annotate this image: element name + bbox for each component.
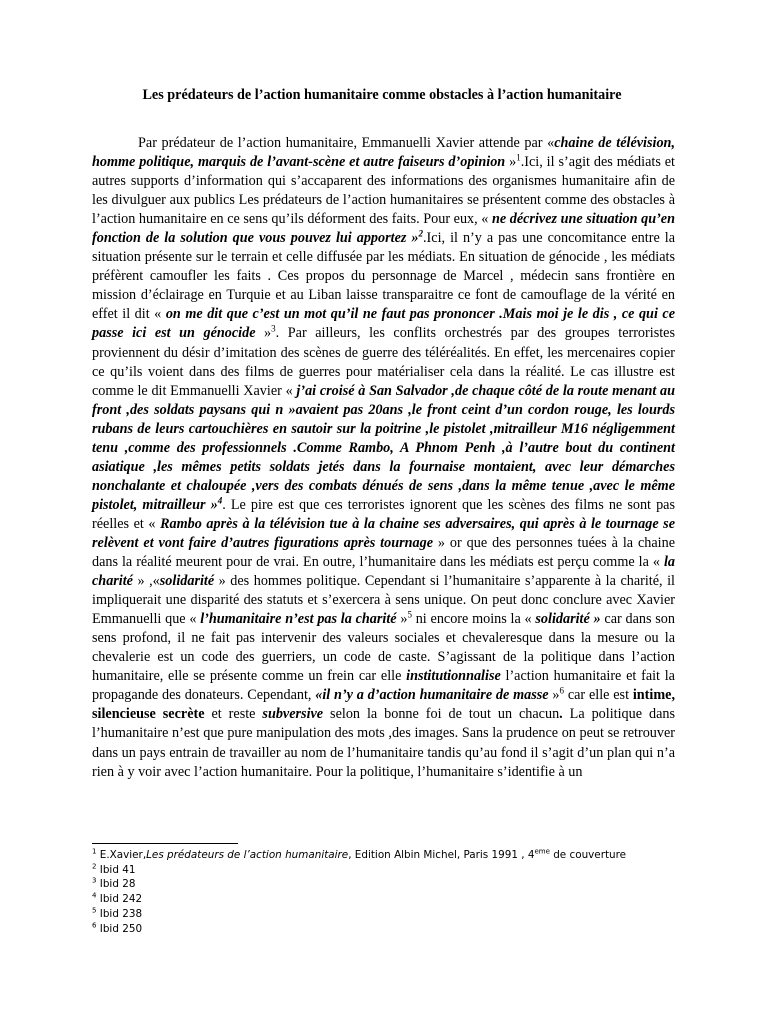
footnote-item [92,907,675,922]
footnote-item [92,863,675,878]
footnote-text: Ibid 41 [96,863,136,876]
footnote-text: Ibid 250 [96,922,143,935]
body-text-segment: car dans son sens profond, il ne fait pas intervenir des valeurs sociales et chevaleresque dans la mesure ou la chevalerie est un code des guerriers, un code de caste. S’agissant de la politique dans l’action humanitaire, elle se présente comme un frein car elle [92,611,675,685]
body-text-segment: ne décrivez une situation qu’en fonction de la solution que vous pouvez lui apportez » [92,211,675,247]
body-text-segment: selon la bonne foi de tout un chacun [323,706,560,723]
body-text-segment: ni encore moins la « [411,611,536,628]
footnote-number: 4 [92,891,97,900]
body-text-segment: . Le pire est que ces terroristes ignorent que les scènes des films ne sont pas réelles et « [92,496,675,532]
body-text-segment: La politique dans l’humanitaire n’est que pure manipulation des mots ,des images. Sans la prudence on peut se retrouver dans un pays entrain de travailler au nom de l’humanitaire tandis qu’au fond il s’agit d’un plan qui n’a rien à y voir avec l’action humanitaire. Pour la politique, l’humanitaire s’identifie à un [92,706,675,780]
footnote-number: 3 [92,876,97,885]
body-text-segment: » or que des personnes tuées à la chaine dans la réalité meurent pour de vrai. En outre, l’humanitaire dans les médiats est perçu comme la « [92,534,675,571]
footnote-text: Ibid 238 [96,907,143,920]
footnote-number: 1 [92,847,97,856]
body-text-segment: » [548,687,560,704]
footnotes [92,848,675,936]
body-text-segment: j’ai croisé à San Salvador ,de chaque côté de la route menant au front ,des soldats paysans qui n »avaient pas 20ans ,le front ceint d’un cordon rouge, les lourds rubans de leurs cartouchières en sautoir sur la poitrine ,le pistolet ,mitrailleur M16 négligemment tenu ,comme des professionnels .Comme Rambo, A Phnom Penh ,à l’autre bout du continent asiatique ,les mêmes petits soldats jetés dans la fournaise montaient, avec leur démarches nonchalante et chaloupée ,vers des combats dénués de sens ,dans la même tenue ,avec le même pistolet, mitrailleur » [92,382,675,513]
footnote-item [92,922,675,937]
body-text-segment: on me dit que c’est un mot qu’il ne faut pas prononcer .Mais moi je le dis , ce qui ce passe ici est un génocide [92,306,676,342]
footnote-item [92,877,675,892]
body-text-segment: et reste [204,706,263,723]
footnote-ref: 3 [271,323,276,334]
footnote-item [92,848,675,863]
footnote-text: , Edition Albin Michel, Paris 1991 , 4 [348,849,535,861]
footnote-text: Ibid 242 [96,893,143,906]
document-title: Les prédateurs de l’action humanitaire comme obstacles à l’action humanitaire [142,87,622,103]
body-text-segment: Par prédateur de l’action humanitaire, Emmanuelli Xavier attende par « [138,135,555,151]
footnote-item [92,892,675,907]
body-text-segment: . Par ailleurs, les conflits orchestrés par des groupes terroristes proviennent du désir d’imitation des scènes de guerre des téléréalités. En effet, les mercenaires copier ce qu’ils voient dans des films de guerres pour matérialiser cela dans la réalité. Le cas illustre est comme le dit Emmanuelli Xavier « [92,325,675,399]
body-text-segment: » [396,611,408,628]
body-text-segment: la charité [92,554,675,590]
body-text-segment: . [559,706,563,723]
body-text-segment: » [505,154,517,171]
footnote-text: E.Xavier, [96,849,147,861]
footnote-ref: 1 [516,152,521,163]
footnote-number: 2 [92,862,97,871]
body-text-segment: subversive [262,706,324,723]
body-text-segment: solidarité » [535,611,601,628]
footnote-separator [92,843,238,844]
body-text-segment: «il n’y a d’action humanitaire de masse [315,687,549,704]
footnote-number: eme [534,847,550,856]
body-text-segment: l’humanitaire n’est pas la charité [200,611,397,628]
footnote-text: Les prédateurs de l’action humanitaire [146,849,349,861]
body-text-segment: intime, silencieuse secrète [92,687,675,723]
body-text-segment: .Ici, il s’agit des médiats et autres supports d’information qui s’accaparent des informations des organismes humanitaire afin de les divulguer aux publics Les prédateurs de l’action humanitaires se présentent comme des obstacles à l’action humanitaire en ce sens qu’ils déforment des faits. Pour eux, « [92,154,675,228]
footnote-text: de couverture [549,849,627,861]
footnote-ref: 4 [217,495,223,506]
footnote-number: 5 [92,906,97,915]
body-text-segment: car elle est [564,687,633,704]
body-text-segment: Rambo après à la télévision tue à la chaine ses adversaires, qui après à le tournage se relèvent et vont faire d’autres figurations après tournage [92,515,676,551]
footnote-ref: 5 [407,609,412,620]
body-text-segment: » [255,325,272,342]
footnote-text: Ibid 28 [96,878,136,891]
body-text-segment: solidarité [159,573,215,590]
body-text-segment: l’action humanitaire et fait la propagande des donateurs. Cependant, [92,668,675,704]
footnote-ref: 6 [559,685,565,696]
body-text-segment: » des hommes politique. Cependant si l’humanitaire s’apparente à la charité, il impliquerait une disparité des statuts et s’exercera à sens unique. On peut donc conclure avec Xavier Emmanuelli que « [92,573,675,628]
footnote-ref: 2 [418,228,423,239]
body-text-segment: » ,« [132,573,160,590]
body-text-segment: institutionnalise [406,668,501,685]
body-text-segment: .Ici, il n’y a pas une concomitance entre la situation présente sur le terrain et celle diffusée par les médiats. En situation de génocide , les médiats préfèrent camoufler les faits . Ces propos du personnage de Marcel , médecin sans frontière en mission d’éclairage en Turquie et au Liban laisse transparaitre ce font de camouflage de la vérité en effet il dit « [92,230,675,323]
footnote-number: 6 [92,921,97,930]
body-paragraph [92,134,675,782]
body-text-segment: chaine de télévision, homme politique, marquis de l’avant-scène et autre faiseurs d’opinion [92,135,675,171]
